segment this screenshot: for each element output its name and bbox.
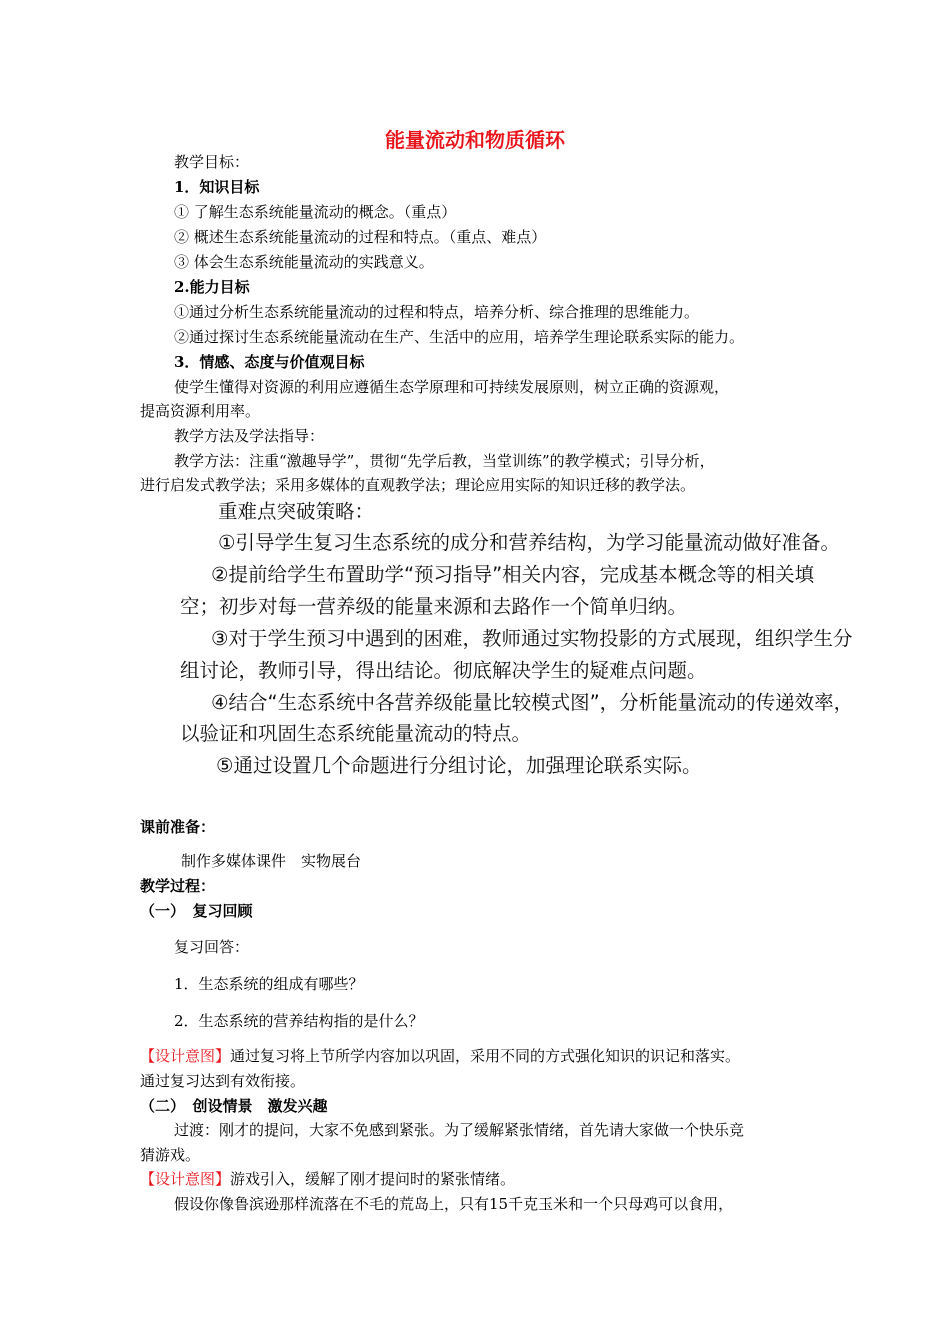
methods-heading: 教学方法及学法指导： bbox=[174, 427, 325, 445]
review-intro: 复习回答： bbox=[174, 938, 250, 956]
design-intent-tag: 【设计意图】 bbox=[140, 1047, 231, 1065]
emotion-goal-text: 提高资源利用率。 bbox=[140, 402, 261, 420]
review-question: 1．生态系统的组成有哪些？ bbox=[174, 975, 364, 993]
transition-text: 猜游戏。 bbox=[140, 1146, 201, 1164]
strategy-line: ①引导学生复习生态系统的成分和营养结构，为学习能量流动做好准备。 bbox=[218, 531, 840, 554]
section-heading-scenario: （二） 创设情景 激发兴趣 bbox=[140, 1097, 328, 1115]
strategy-heading: 重难点突破策略： bbox=[218, 500, 375, 523]
preparation-content: 制作多媒体课件 实物展台 bbox=[181, 852, 362, 870]
teaching-goals-heading: 教学目标： bbox=[174, 153, 250, 171]
strategy-line: 组讨论，教师引导，得出结论。彻底解决学生的疑难点问题。 bbox=[180, 659, 707, 682]
design-intent-review bbox=[140, 1046, 740, 1066]
design-intent-text: 游戏引入，缓解了刚才提问时的紧张情绪。 bbox=[230, 1170, 516, 1188]
strategy-line: 空；初步对每一营养级的能量来源和去路作一个简单归纳。 bbox=[180, 595, 688, 618]
design-intent-tag: 【设计意图】 bbox=[140, 1170, 231, 1188]
methods-text: 进行启发式教学法；采用多媒体的直观教学法；理论应用实际的知识迁移的教学法。 bbox=[140, 476, 696, 494]
ability-goal-item: ②通过探讨生态系统能量流动在生产、生活中的应用，培养学生理论联系实际的能力。 bbox=[174, 328, 745, 346]
strategy-line: ②提前给学生布置助学“预习指导”相关内容，完成基本概念等的相关填 bbox=[211, 563, 815, 586]
design-intent-text: 通过复习达到有效衔接。 bbox=[140, 1072, 306, 1090]
knowledge-goal-item: ③ 体会生态系统能量流动的实践意义。 bbox=[174, 253, 434, 271]
emotion-goal-text: 使学生懂得对资源的利用应遵循生态学原理和可持续发展原则，树立正确的资源观， bbox=[174, 378, 730, 396]
design-intent-scenario bbox=[140, 1169, 515, 1189]
ability-goals-heading: 2.能力目标 bbox=[174, 278, 250, 296]
knowledge-goals-heading: 1．知识目标 bbox=[174, 178, 260, 196]
review-question: 2．生态系统的营养结构指的是什么？ bbox=[174, 1012, 424, 1030]
strategy-line: ④结合“生态系统中各营养级能量比较模式图”，分析能量流动的传递效率， bbox=[211, 691, 854, 714]
design-intent-text: 通过复习将上节所学内容加以巩固，采用不同的方式强化知识的识记和落实。 bbox=[230, 1047, 741, 1065]
transition-text: 过渡：刚才的提问，大家不免感到紧张。为了缓解紧张情绪，首先请大家做一个快乐竞 bbox=[174, 1121, 745, 1139]
strategy-line: ③对于学生预习中遇到的困难，教师通过实物投影的方式展现，组织学生分 bbox=[211, 627, 853, 650]
knowledge-goal-item: ① 了解生态系统能量流动的概念。（重点） bbox=[174, 203, 457, 221]
methods-text: 教学方法：注重“激趣导学”，贯彻“先学后教，当堂训练”的教学模式；引导分析， bbox=[174, 452, 715, 470]
emotion-goals-heading: 3．情感、态度与价值观目标 bbox=[174, 353, 365, 371]
strategy-line: 以验证和巩固生态系统能量流动的特点。 bbox=[180, 722, 532, 745]
page-title: 能量流动和物质循环 bbox=[385, 128, 565, 152]
knowledge-goal-item: ② 概述生态系统能量流动的过程和特点。（重点、难点） bbox=[174, 228, 547, 246]
preparation-heading: 课前准备： bbox=[140, 818, 216, 836]
ability-goal-item: ①通过分析生态系统能量流动的过程和特点，培养分析、综合推理的思维能力。 bbox=[174, 303, 700, 321]
process-heading: 教学过程： bbox=[140, 877, 216, 895]
section-heading-review: （一） 复习回顾 bbox=[140, 902, 253, 920]
scenario-text: 假设你像鲁滨逊那样流落在不毛的荒岛上，只有15千克玉米和一个只母鸡可以食用， bbox=[174, 1195, 734, 1213]
strategy-line: ⑤通过设置几个命题进行分组讨论，加强理论联系实际。 bbox=[216, 754, 702, 777]
